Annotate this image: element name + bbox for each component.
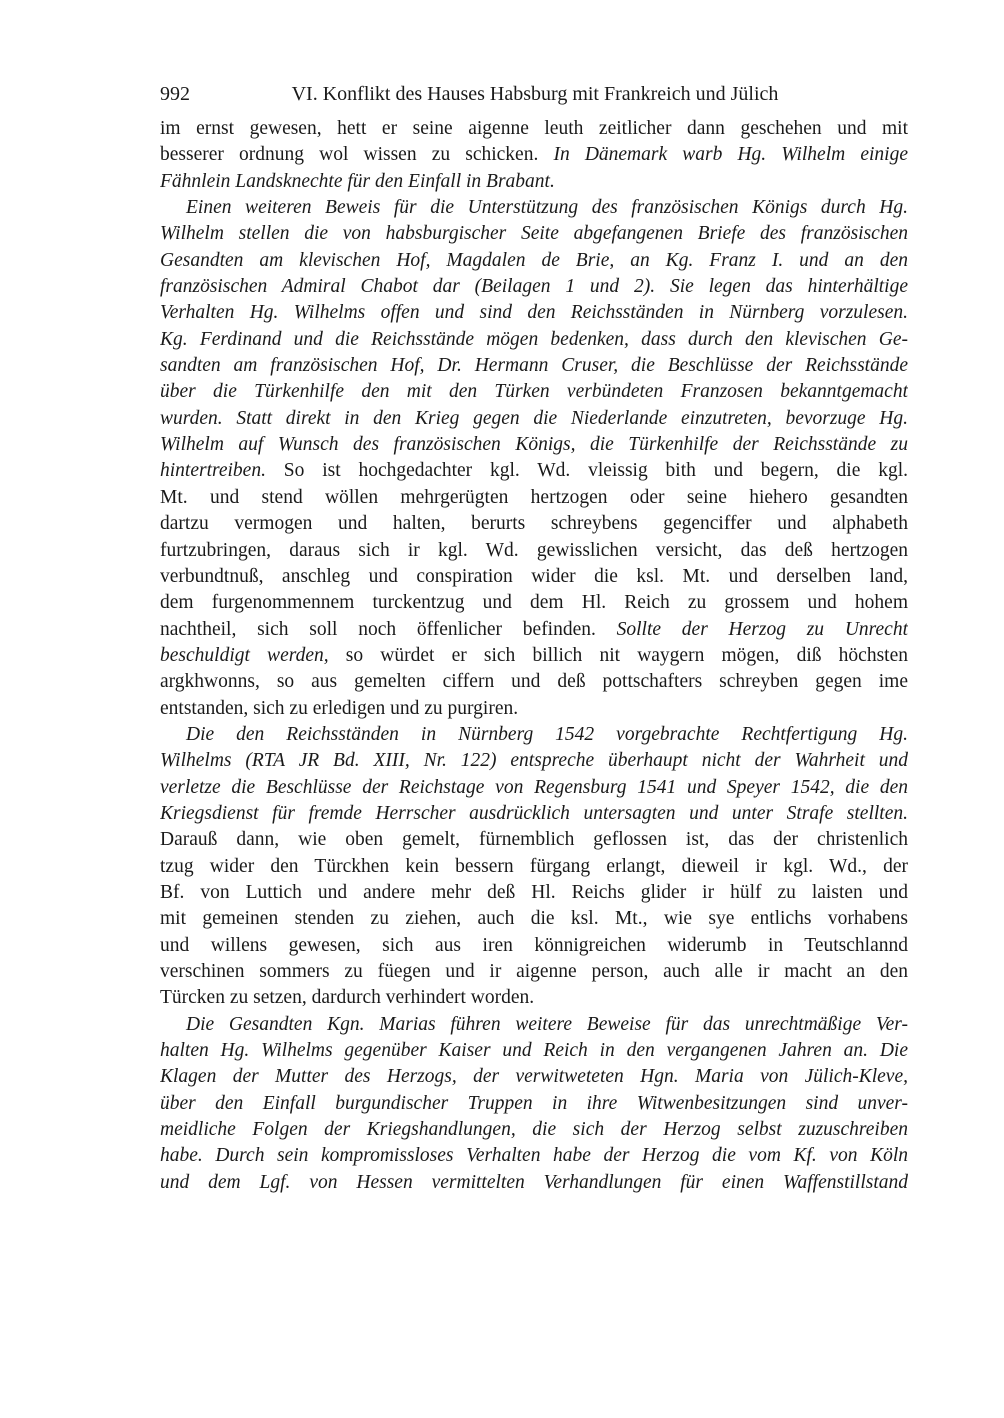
italic-run: und dem Lgf. von Hessen vermittelten Verhandlungen für einen Waffenstillstand [160, 1171, 908, 1193]
text-line [160, 985, 908, 1011]
roman-run: Bf. von Luttich und andere mehr deß Hl. Reichs glider ir hülf zu laisten und [160, 881, 908, 903]
text-line [160, 827, 908, 853]
text-line [160, 748, 908, 774]
italic-run: Kg. Ferdinand und die Reichsstände mögen bedenken, dass durch den klevischen Ge- [160, 328, 908, 350]
italic-run: halten Hg. Wilhelms gegenüber Kaiser und Reich in den vergangenen Jahren an. Die [160, 1040, 908, 1062]
text-line [160, 1143, 908, 1169]
text-line [160, 169, 908, 195]
text-line [160, 248, 908, 274]
italic-run: französischen Admiral Chabot dar (Beilagen 1 und 2). Sie legen das hinterhältige [160, 276, 908, 298]
text-line [160, 221, 908, 247]
text-line [160, 722, 908, 748]
text-line [160, 643, 908, 669]
roman-run: Darauß dann, wie oben gemelt, fürnemblich geflossen ist, das der christenlich [160, 829, 908, 851]
italic-run: Kriegsdienst für fremde Herrscher ausdrücklich untersagten und unter Strafe stellten. [160, 802, 908, 824]
italic-run: Klagen der Mutter des Herzogs, der verwitweteten Hgn. Maria von Jülich-Kleve, [160, 1066, 908, 1088]
italic-run: Die Gesandten Kgn. Marias führen weitere Beweise für das unrechtmäßige Ver- [186, 1013, 908, 1035]
italic-run: habe. Durch sein kompromissloses Verhalten habe der Herzog die vom Kf. von Köln [160, 1145, 908, 1167]
italic-run: Fähnlein Landsknechte für den Einfall in Brabant. [160, 170, 555, 192]
roman-run: So ist hochgedachter kgl. Wd. vleissig bith und begern, die kgl. [283, 460, 908, 482]
italic-run: wurden. Statt direkt in den Krieg gegen die Niederlande einzutreten, bevorzuge Hg. [160, 407, 908, 429]
roman-run: Mt. und stend wöllen mehrgerügten hertzogen oder seine hiehero gesandten [160, 486, 908, 508]
text-line [160, 906, 908, 932]
roman-run: nachtheil, sich soll noch öffenlicher befinden. [160, 618, 617, 640]
text-line [160, 1012, 908, 1038]
page-number: 992 [160, 83, 190, 105]
roman-run: dem furgenommennem turckentzug und dem Hl. Reich zu grossem und hohem [160, 592, 908, 614]
roman-run: mit gemeinen stenden zu ziehen, auch die ksl. Mt., wie sye entlichs vorhabens [160, 908, 908, 930]
text-line [160, 564, 908, 590]
italic-run: Wilhelm auf Wunsch des französischen Königs, die Türkenhilfe der Reichsstände zu [160, 434, 908, 456]
roman-run: besserer ordnung wol wissen zu schicken. [160, 144, 554, 166]
text-line [160, 406, 908, 432]
text-line [160, 353, 908, 379]
italic-run: über die Türkenhilfe den mit den Türken verbündeten Franzosen bekanntgemacht [160, 381, 908, 403]
roman-run: verschinen sommers zu füegen und ir aigenne person, auch alle ir macht an den [160, 961, 908, 982]
running-header [160, 82, 910, 108]
text-line [160, 432, 908, 458]
italic-run: beschuldigt werden, [160, 644, 346, 666]
italic-run: sandten am französischen Hof, Dr. Hermann Cruser, die Beschlüsse der Reichsstände [160, 355, 908, 377]
roman-run: tzug wider den Türckhen kein bessern fürgang erlangt, dieweil ir kgl. Wd., der [160, 855, 908, 877]
text-line [160, 854, 908, 880]
text-line [160, 458, 908, 484]
roman-run: furtzubringen, daraus sich ir kgl. Wd. gewisslichen versicht, das deß hertzogen [160, 539, 908, 561]
running-title: VI. Konflikt des Hauses Habsburg mit Frankreich und Jülich [291, 83, 779, 105]
text-line [160, 274, 908, 300]
text-line [160, 1170, 908, 1196]
roman-run: so würdet er sich billich nit waygern mögen, diß höchsten [345, 644, 908, 666]
roman-run: Türcken zu setzen, dardurch verhindert worden. [160, 987, 535, 1009]
text-line [160, 511, 908, 537]
italic-run: In Dänemark warb Hg. Wilhelm einige [553, 144, 908, 166]
text-line [160, 1038, 908, 1064]
italic-run: Einen weiteren Beweis für die Unterstützung des französischen Königs durch Hg. [186, 197, 908, 219]
text-line [160, 1064, 908, 1090]
text-line [160, 327, 908, 353]
roman-run: verbundtnuß, anschleg und conspiration wider die ksl. Mt. und derselben land, [160, 565, 908, 587]
italic-run: hintertreiben. [160, 460, 284, 482]
text-line [160, 485, 908, 511]
text-line [160, 696, 908, 722]
text-line [160, 195, 908, 221]
text-line [160, 801, 908, 827]
roman-run: im ernst gewesen, hett er seine aigenne leuth zeitlicher dann geschehen und mit [160, 118, 908, 139]
text-line [160, 116, 908, 142]
italic-run: Wilhelms (RTA JR Bd. XIII, Nr. 122) entspreche überhaupt nicht der Wahrheit und [160, 750, 908, 772]
text-line [160, 1117, 908, 1143]
text-line [160, 775, 908, 801]
italic-run: Sollte der Herzog zu Unrecht [616, 618, 908, 640]
text-line [160, 538, 908, 564]
italic-run: über den Einfall burgundischer Truppen in ihre Witwenbesitzungen sind unver- [160, 1092, 908, 1114]
text-line [160, 300, 908, 326]
body-text [160, 116, 908, 1196]
text-line [160, 959, 908, 985]
roman-run: argkhwonns, so aus gemelten ciffern und deß pottschafters schreyben gegen ime [160, 671, 908, 693]
italic-run: Wilhelm stellen die von habsburgischer Seite abgefangenen Briefe des französischen [160, 223, 908, 245]
text-line [160, 1091, 908, 1117]
text-line [160, 617, 908, 643]
roman-run: und willens gewesen, sich aus iren könnigreichen widerumb in Teutschlannd [160, 934, 908, 956]
text-line [160, 590, 908, 616]
italic-run: verletze die Beschlüsse der Reichstage von Regensburg 1541 und Speyer 1542, die den [160, 776, 908, 798]
text-line [160, 379, 908, 405]
text-line [160, 933, 908, 959]
text-line [160, 669, 908, 695]
text-line [160, 142, 908, 168]
italic-run: Verhalten Hg. Wilhelms offen und sind den Reichsständen in Nürnberg vorzulesen. [160, 302, 908, 324]
italic-run: Die den Reichsständen in Nürnberg 1542 vorgebrachte Rechtfertigung Hg. [186, 723, 908, 745]
italic-run: meidliche Folgen der Kriegshandlungen, die sich der Herzog selbst zuzuschreiben [160, 1119, 908, 1141]
roman-run: dartzu vermogen und halten, berurts schreybens gegenciffer und alphabeth [160, 513, 908, 535]
roman-run: entstanden, sich zu erledigen und zu purgiren. [160, 697, 519, 719]
italic-run: Gesandten am klevischen Hof, Magdalen de Brie, an Kg. Franz I. und an den [160, 249, 908, 271]
text-line [160, 880, 908, 906]
